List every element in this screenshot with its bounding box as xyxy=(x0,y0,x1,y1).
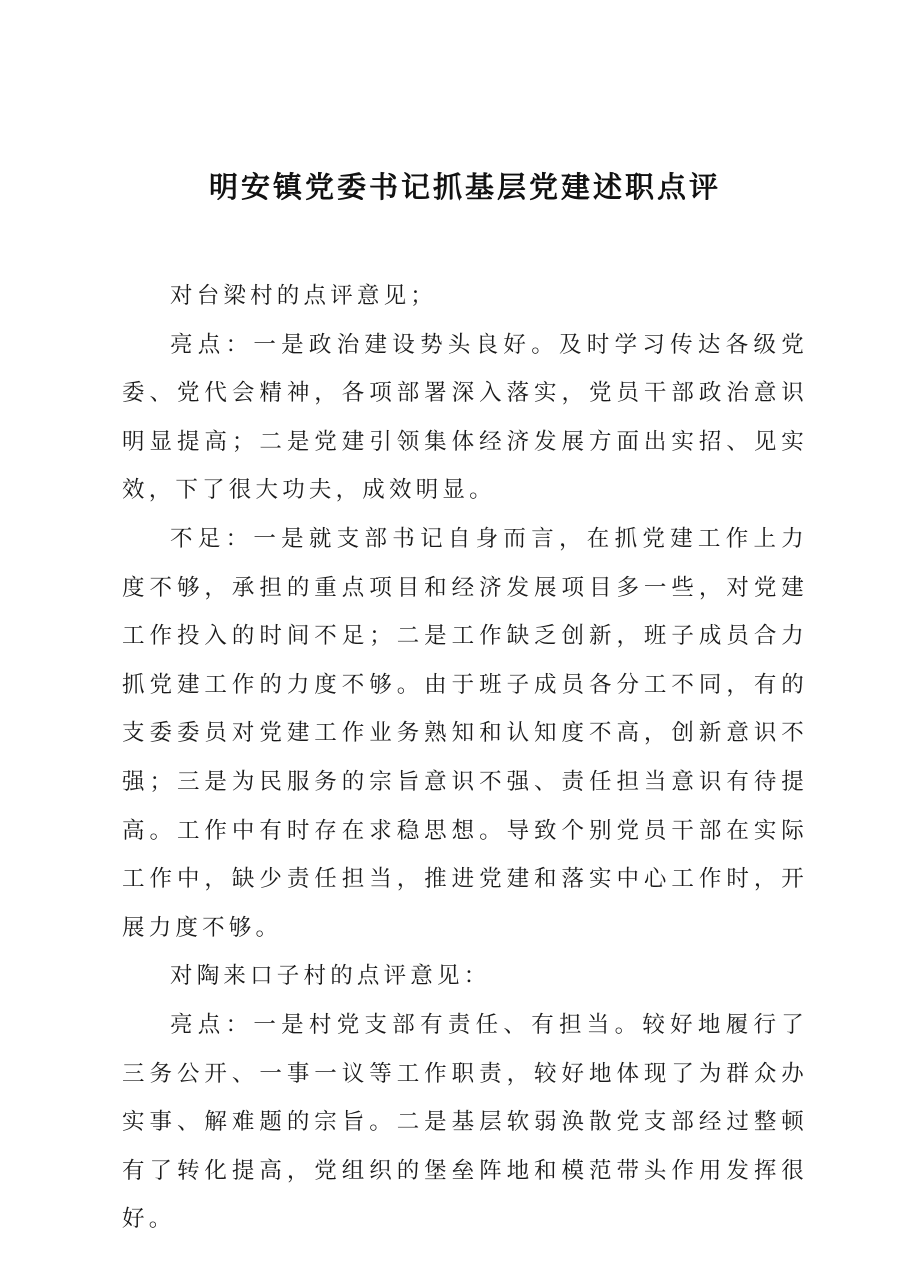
paragraph-tailiang-heading: 对台梁村的点评意见； xyxy=(170,283,438,309)
paragraph-tailiang-strengths: 亮点：一是政治建设势头良好。及时学习传达各级党委、党代会精神，各项部署深入落实，党员干部政治意识明显提高；二是党建引领集体经济发展方面出实招、见实效，下了很大功夫，成效明显。 xyxy=(122,331,808,504)
paragraph-taolaikouzi-strengths: 亮点：一是村党支部有责任、有担当。较好地履行了三务公开、一事一议等工作职责，较好地体现了为群众办实事、解难题的宗旨。二是基层软弱涣散党支部经过整顿有了转化提高，党组织的堡垒阵地和模范带头作用发挥很好。 xyxy=(122,1011,808,1233)
document-page xyxy=(122,160,808,1244)
paragraph-taolaikouzi-heading: 对陶来口子村的点评意见： xyxy=(170,963,491,990)
document-title: 明安镇党委书记抓基层党建述职点评 xyxy=(208,170,721,204)
paragraph-tailiang-weaknesses: 不足：一是就支部书记自身而言，在抓党建工作上力度不够，承担的重点项目和经济发展项目多一些，对党建工作投入的时间不足；二是工作缺乏创新，班子成员合力抓党建工作的力度不够。由于班子成员各分工不同，有的支委委员对党建工作业务熟知和认知度不高，创新意识不强；三是为民服务的宗旨意识不强、责任担当意识有待提高。工作中有时存在求稳思想。导致个别党员干部在实际工作中，缺少责任担当，推进党建和落实中心工作时，开展力度不够。 xyxy=(122,525,808,941)
